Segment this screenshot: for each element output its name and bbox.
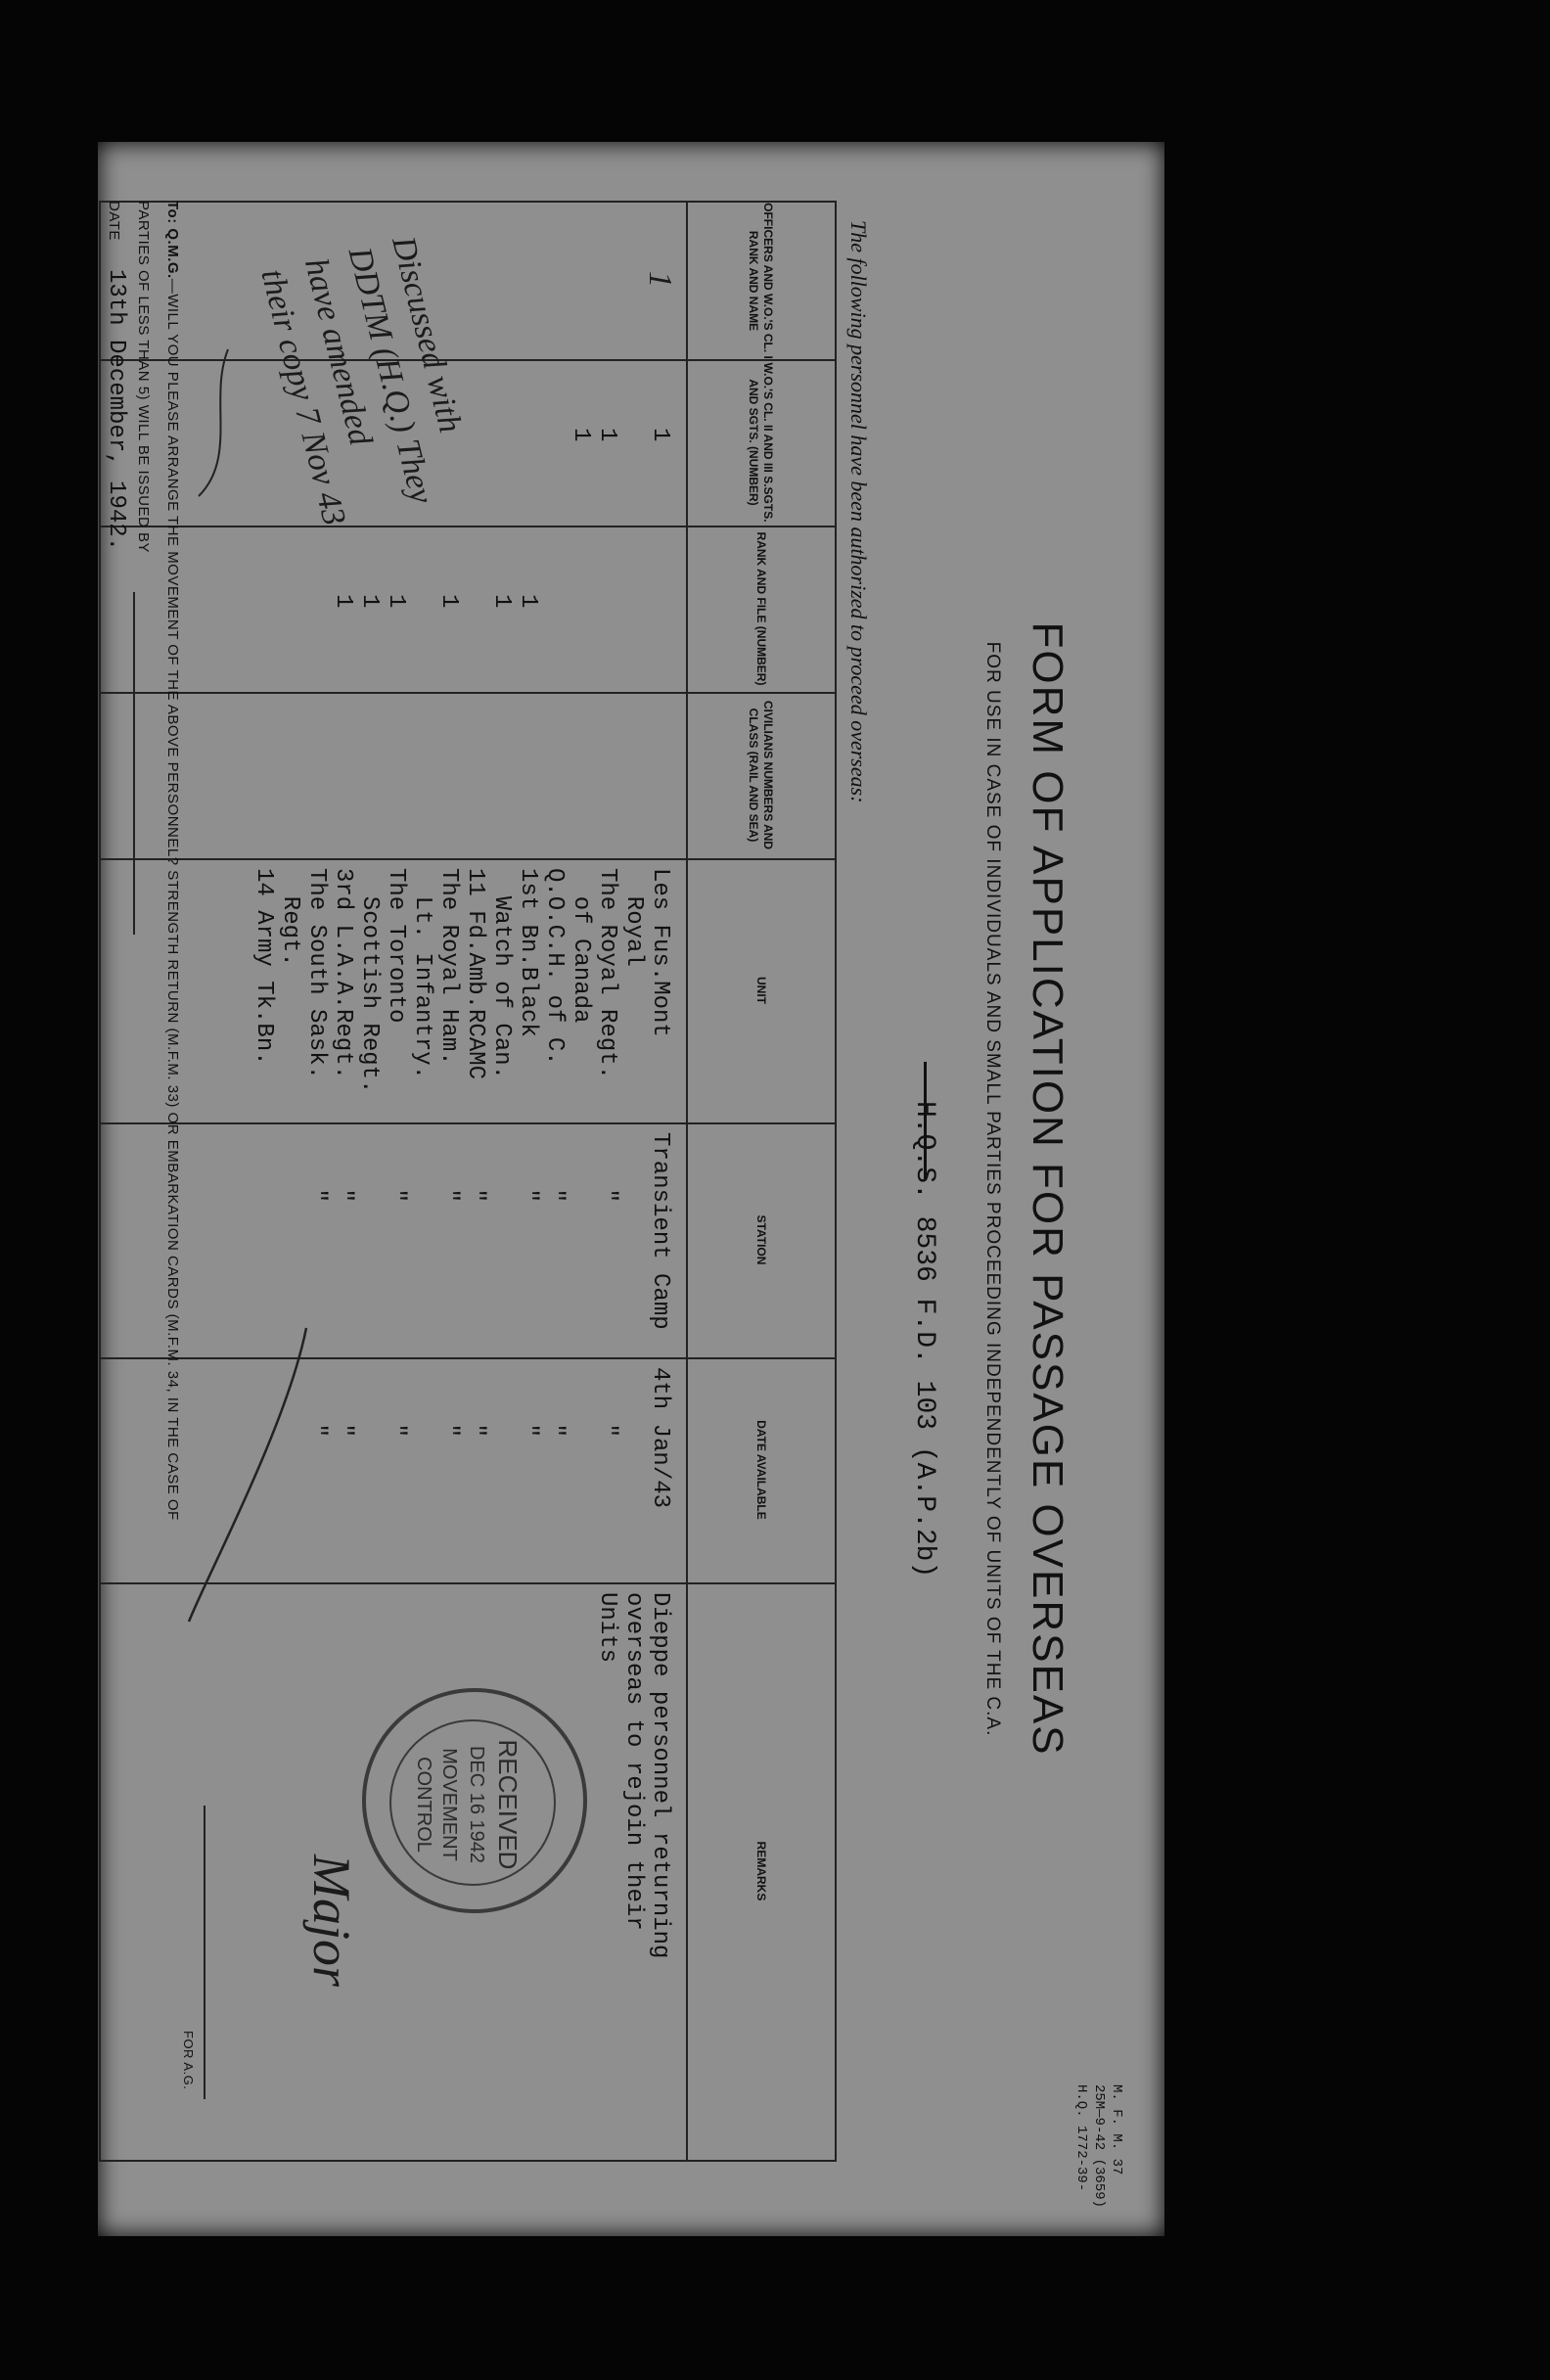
handwritten-note: Discussed with DDTM (H.Q.) They have amended their copy 7 Nov 43	[253, 232, 469, 529]
form-title: FORM OF APPLICATION FOR PASSAGE OVERSEAS	[1024, 621, 1071, 1757]
date-label: DATE	[106, 201, 122, 241]
officers-count: 1	[642, 271, 678, 288]
header-officers: OFFICERS AND W.O.'S CL. I RANK AND NAME	[747, 203, 776, 359]
date-list: 4th Jan/43 " " " " " " " "	[303, 1367, 673, 1509]
received-stamp	[362, 1688, 587, 1913]
header-remarks: REMARKS	[754, 1841, 768, 1901]
form-code: M. F. M. 37 25M—9-42 (3659) H.Q. 1772-39-	[1073, 2084, 1124, 2209]
signature: Major	[302, 1854, 361, 1987]
reference-number: H.Q.S. 8536 F.D. 103 (A.P.2b)	[909, 1101, 939, 1579]
form-subtitle: FOR USE IN CASE OF INDIVIDUALS AND SMALL PARTIES PROCEEDING INDEPENDENTLY OF UNITS OF THE C.A.	[982, 641, 1003, 1737]
header-rank-file: RANK AND FILE (NUMBER)	[754, 531, 768, 686]
stamp-received: RECEIVED	[493, 1739, 523, 1870]
signature-line	[204, 1806, 205, 2099]
header-station: STATION	[754, 1214, 768, 1265]
unit-list: Les Fus.Mont Royal The Royal Regt. of Canada Q.O.C.H. of C. 1st Bn.Black Watch of Can. 11 Fd.Amb.RCAMC The Royal Ham. Lt. Infantry. The Toronto Scottish Regt. 3rd L.A.A.Regt. The South Sask. Regt. 14 Army Tk.Bn.	[251, 868, 673, 1094]
stamp-movement: MOVEMENT	[438, 1748, 460, 1861]
footer-question: —WILL YOU PLEASE ARRANGE THE MOVEMENT OF THE ABOVE PERSONNEL? STRENGTH RETURN (M.F.M. 33) OR EMBARKATION CARDS (M.F.M. 34, IN THE CASE OF	[164, 278, 181, 1521]
stamp-date: DEC 16 1942	[466, 1745, 487, 1864]
header-civilians: CIVILIANS NUMBERS AND CLASS (RAIL AND SEA)	[747, 700, 776, 850]
authorized-text: The following personnel have been authorized to proceed overseas:	[846, 220, 871, 803]
footer-to: To: Q.M.G.	[164, 201, 181, 279]
stamp-control: CONTROL	[413, 1757, 434, 1853]
station-list: Transient Camp " " " " " " " "	[303, 1132, 673, 1330]
rank-file-counts: 1 1 1 1 1 1	[330, 594, 541, 609]
footer-question-line	[164, 201, 181, 1521]
header-wo: W.O.'S CL. II AND III S.SGTS. AND SGTS. (NUMBER)	[747, 362, 776, 523]
passage-application-form	[98, 142, 1164, 2236]
header-date: DATE AVAILABLE	[754, 1420, 768, 1520]
footer-parties: PARTIES OF LESS THAN 5) WILL BE ISSUED BY	[135, 201, 152, 554]
remarks-text: Dieppe personnel returning overseas to rejoin their Units	[594, 1592, 673, 1959]
date-value: 13th December, 1942.	[103, 269, 129, 552]
for-ag-label: FOR A.G.	[181, 2031, 196, 2090]
wo-counts: 1 1 1	[568, 428, 673, 442]
header-unit: UNIT	[754, 977, 768, 1004]
